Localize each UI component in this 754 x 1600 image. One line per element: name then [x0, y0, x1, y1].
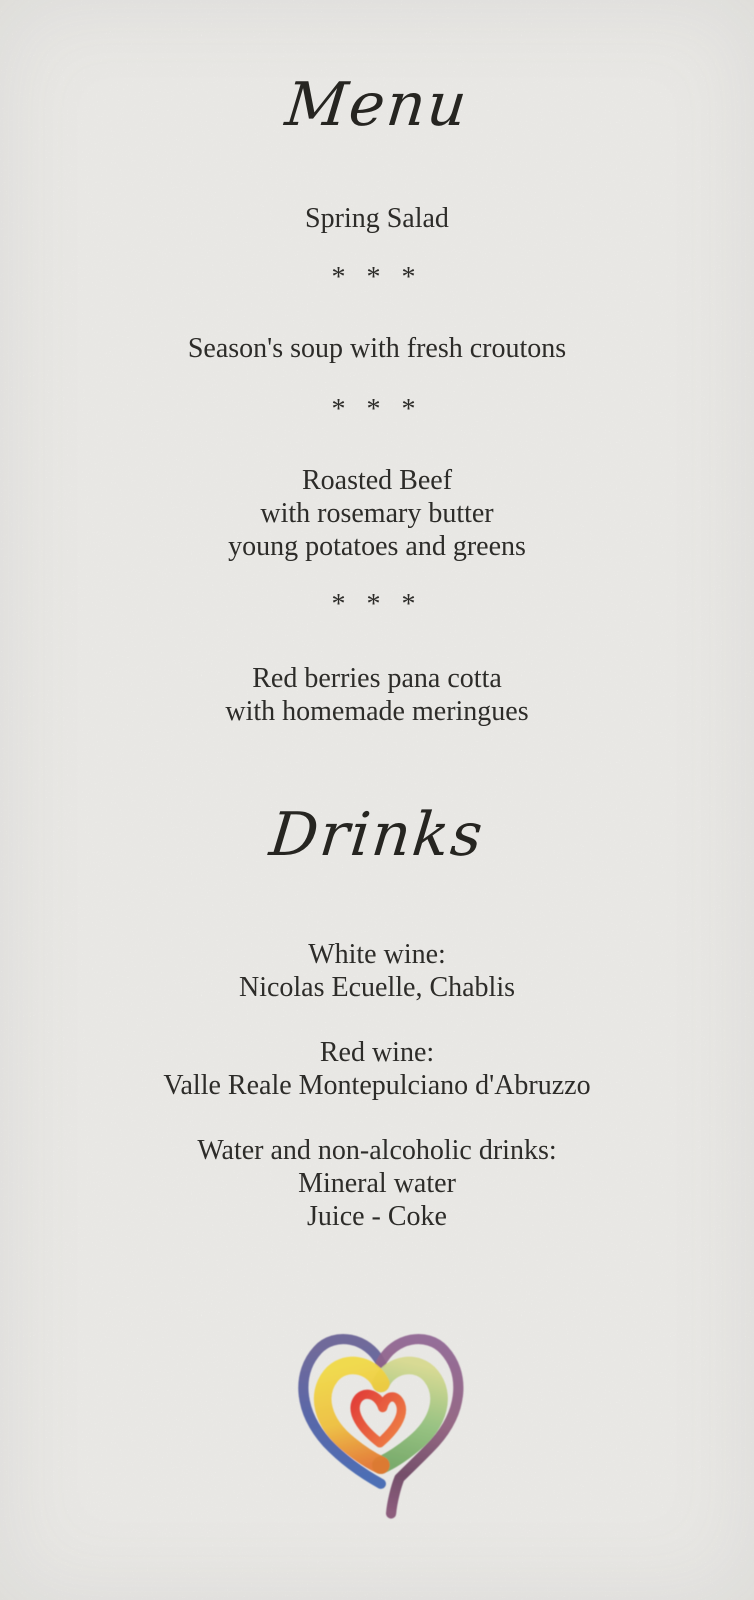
course-spring-salad: Spring Salad	[305, 203, 449, 234]
course-dessert	[0, 662, 754, 728]
drinks-white-wine	[0, 938, 754, 1004]
course-separator: * * *	[331, 394, 423, 425]
drinks-line: Valle Reale Montepulciano d'Abruzzo	[163, 1070, 591, 1101]
drinks-non-alcoholic	[0, 1134, 754, 1233]
drinks-red-wine	[0, 1036, 754, 1102]
course-line: Roasted Beef	[301, 465, 453, 496]
course-separator: * * *	[331, 262, 423, 293]
drinks-section-title: Drinks	[266, 800, 488, 870]
rainbow-heart-icon	[286, 1324, 472, 1520]
course-separator: * * *	[331, 589, 423, 620]
drinks-line: White wine:	[308, 939, 446, 970]
menu-section-title: Menu	[282, 70, 472, 140]
course-line: Red berries pana cotta	[252, 663, 502, 694]
course-line: with rosemary butter	[260, 498, 494, 529]
drinks-line: Red wine:	[319, 1037, 435, 1068]
drinks-line: Nicolas Ecuelle, Chablis	[238, 972, 516, 1003]
course-line: with homemade meringues	[225, 696, 529, 727]
drinks-line: Mineral water	[298, 1168, 456, 1199]
course-line: young potatoes and greens	[228, 531, 526, 562]
course-roasted-beef	[0, 464, 754, 563]
drinks-line: Juice - Coke	[307, 1201, 447, 1232]
course-soup: Season's soup with fresh croutons	[187, 333, 567, 364]
drinks-line: Water and non-alcoholic drinks:	[197, 1135, 557, 1166]
